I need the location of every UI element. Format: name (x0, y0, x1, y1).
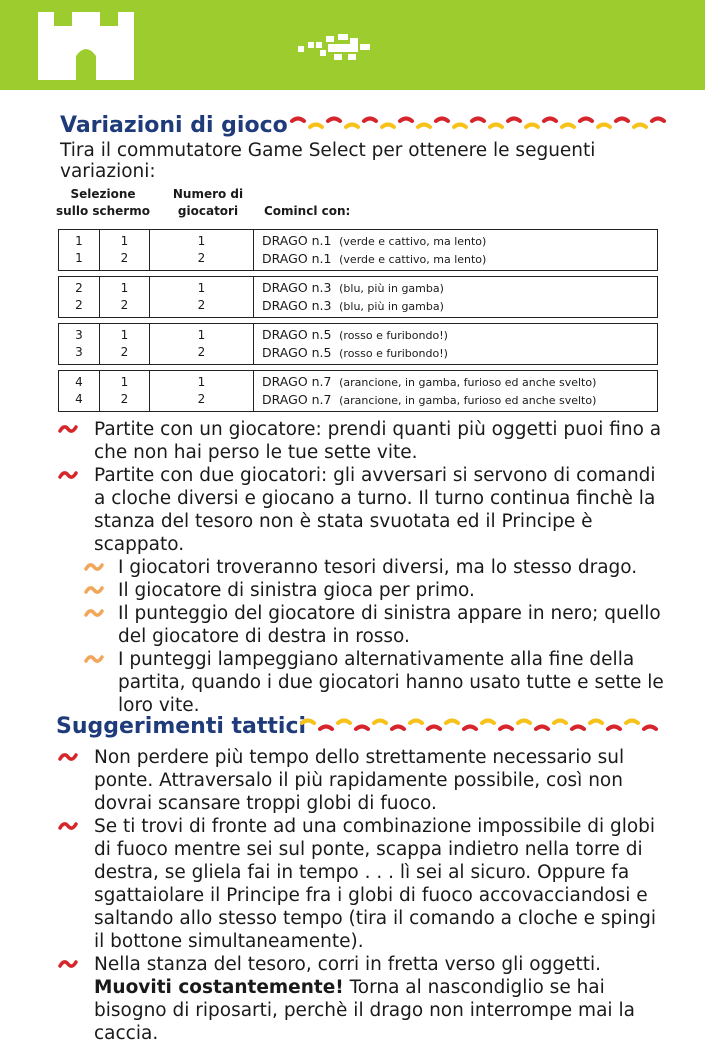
orange-bullet-icon (84, 652, 104, 666)
sub-list-item: Il punteggio del giocatore di sinistra appare in nero; quello del giocatore di destra in rosso. (0, 602, 705, 648)
column-header-start: Comincl con: (264, 204, 351, 218)
selection-sub-cell: 1 2 (100, 276, 150, 318)
selection-sub-cell: 1 2 (100, 229, 150, 271)
selection-cell: 2 2 (58, 276, 100, 318)
variations-title: Variazioni di gioco (60, 113, 288, 138)
players-cell: 1 2 (150, 276, 254, 318)
table-row (58, 276, 658, 318)
header-band (0, 0, 705, 90)
list-item: Non perdere più tempo dello strettamente necessario sul ponte. Attraversalo il più rapidamente possibile, così non dovrai scansare troppi globi di fuoco. (0, 746, 705, 815)
table-row (58, 323, 658, 365)
list-item: Partite con un giocatore: prendi quanti più oggetti puoi fino a che non hai perso le tue sette vite. (0, 418, 705, 464)
variations-table (58, 224, 658, 417)
orange-bullet-icon (84, 583, 104, 597)
list-item: Se ti trovi di fronte ad una combinazione impossibile di globi di fuoco mentre sei sul ponte, scappa indietro nella torre di destra, se gliela fai in tempo . . . lì sei al sicuro. Oppure fa sgattaiolare il Principe fra i globi di fuoco accovacciandosi e saltando allo stesso tempo (tira il comando a cloche e spingi il bottone simultaneamente). (0, 815, 705, 953)
list-item: Partite con due giocatori: gli avversari si servono di comandi a cloche diversi e giocano a turno. Il turno continua finchè la stanza del tesoro non è stata svuotata ed il Principe è scappato. (0, 464, 705, 556)
column-header-players: Numero di giocatori (172, 187, 244, 218)
red-bullet-icon (58, 819, 78, 833)
selection-cell: 4 4 (58, 370, 100, 412)
dragon-cell: DRAGO n.3 (blu, più in gamba) DRAGO n.3 (blu, più in gamba) (254, 276, 658, 318)
emphasis-text: Muoviti costantemente! (94, 977, 344, 998)
list-item: Nella stanza del tesoro, corri in fretta verso gli oggetti. Muoviti costantemente! Torna al nascondiglio se hai bisogno di riposarti, perchè il drago non interrompe mai la caccia. (0, 953, 705, 1045)
red-bullet-icon (58, 750, 78, 764)
players-cell: 1 2 (150, 370, 254, 412)
orange-bullet-icon (84, 560, 104, 574)
dragon-cell: DRAGO n.7 (arancione, in gamba, furioso ed anche svelto) DRAGO n.7 (arancione, in gamba, furioso ed anche svelto) (254, 370, 658, 412)
sub-list-item: I punteggi lampeggiano alternativamente alla fine della partita, quando i due giocatori hanno usato tutte e sette le loro vite. (0, 648, 705, 717)
variations-bullets (0, 418, 705, 717)
players-cell: 1 2 (150, 323, 254, 365)
fire-border-decoration (288, 113, 668, 135)
sub-list-item: I giocatori troveranno tesori diversi, ma lo stesso drago. (0, 556, 705, 579)
table-row (58, 370, 658, 412)
selection-cell: 1 1 (58, 229, 100, 271)
red-bullet-icon (58, 468, 78, 482)
red-bullet-icon (58, 957, 78, 971)
selection-sub-cell: 1 2 (100, 370, 150, 412)
castle-icon (38, 12, 134, 80)
selection-cell: 3 3 (58, 323, 100, 365)
red-bullet-icon (58, 422, 78, 436)
tips-bullets (0, 746, 705, 1045)
players-cell: 1 2 (150, 229, 254, 271)
selection-sub-cell: 1 2 (100, 323, 150, 365)
pixel-dragon-icon (298, 34, 378, 62)
tips-title: Suggerimenti tattici (56, 714, 307, 739)
dragon-cell: DRAGO n.1 (verde e cattivo, ma lento) DRAGO n.1 (verde e cattivo, ma lento) (254, 229, 658, 271)
fire-border-decoration (298, 715, 670, 737)
dragon-cell: DRAGO n.5 (rosso e furibondo!) DRAGO n.5 (rosso e furibondo!) (254, 323, 658, 365)
column-header-selection: Selezione sullo schermo (56, 187, 150, 218)
variations-intro: Tira il commutatore Game Select per ottenere le seguenti variazioni: (60, 140, 596, 182)
orange-bullet-icon (84, 606, 104, 620)
sub-list-item: Il giocatore di sinistra gioca per primo. (0, 579, 705, 602)
table-row (58, 229, 658, 271)
